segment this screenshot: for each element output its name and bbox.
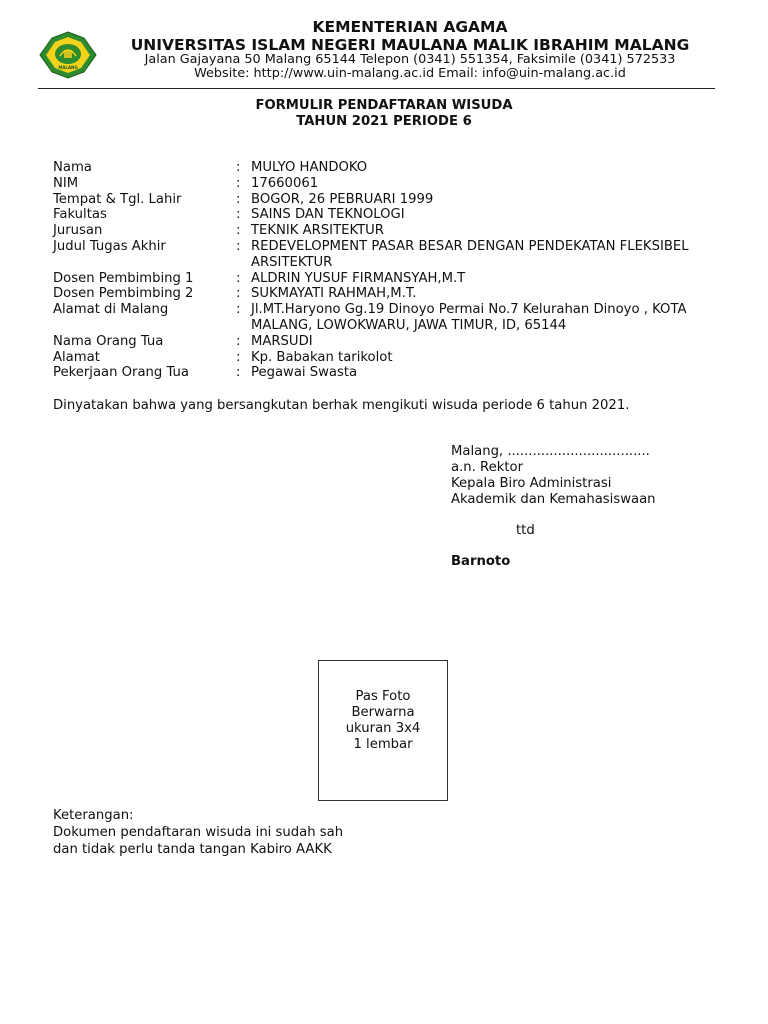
field-label: Nama [53,160,92,175]
notes-line: Dokumen pendaftaran wisuda ini sudah sah [53,825,344,840]
student-details [53,160,721,381]
field-value: SUKMAYATI RAHMAH,M.T. [251,286,417,302]
field-row [53,286,721,302]
logo-text: MALANG [58,65,78,70]
ministry-name: KEMENTERIAN AGAMA [312,18,508,36]
field-row [53,207,721,223]
field-colon: : [236,175,241,191]
field-value: BOGOR, 26 PEBRUARI 1999 [251,191,434,207]
field-label: Alamat di Malang [53,302,169,318]
university-contact: Website: http://www.uin-malang.ac.id Email: info@uin-malang.ac.id [194,66,626,81]
field-row [53,271,721,287]
field-label: NIM [53,175,79,191]
field-label: Fakultas [53,207,107,223]
university-logo [38,30,98,80]
photo-line: 1 lembar [353,737,413,752]
field-label: Dosen Pembimbing 2 [53,286,194,302]
field-colon: : [236,365,241,381]
field-colon: : [236,191,241,207]
eligibility-statement: Dinyatakan bahwa yang bersangkutan berhak mengikuti wisuda periode 6 tahun 2021. [53,398,630,413]
notes-heading: Keterangan: [53,808,134,823]
field-label: Judul Tugas Akhir [53,238,166,254]
field-value: 17660061 [251,175,319,191]
field-value: Pegawai Swasta [251,365,358,381]
photo-line: ukuran 3x4 [345,721,421,736]
university-address: Jalan Gajayana 50 Malang 65144 Telepon (0341) 551354, Faksimile (0341) 572533 [144,52,676,67]
field-row [53,223,721,239]
field-value: Jl.MT.Haryono Gg.19 Dinoyo Permai No.7 Kelurahan Dinoyo , KOTA MALANG, LOWOKWARU, JAWA TIMUR, ID, 65144 [251,302,687,333]
field-row [53,365,721,381]
field-row [53,350,721,366]
field-value: TEKNIK ARSITEKTUR [251,223,384,239]
photo-instructions [319,689,447,753]
university-name: UNIVERSITAS ISLAM NEGERI MAULANA MALIK IBRAHIM MALANG [130,36,690,54]
field-row [53,302,721,334]
notes-line: dan tidak perlu tanda tangan Kabiro AAKK [53,842,332,857]
field-label: Nama Orang Tua [53,333,164,349]
field-colon: : [236,223,241,239]
signature-position: Kepala Biro Administrasi [451,476,612,491]
field-label: Pekerjaan Orang Tua [53,365,189,381]
field-colon: : [236,349,241,365]
form-subtitle: TAHUN 2021 PERIODE 6 [296,114,472,129]
photo-line: Berwarna [351,705,415,720]
notes-section [53,807,343,858]
field-colon: : [236,160,241,175]
form-title: FORMULIR PENDAFTARAN WISUDA [255,98,513,113]
field-row [53,192,721,208]
header-divider [38,88,715,89]
field-row [53,160,721,176]
field-value: ALDRIN YUSUF FIRMANSYAH,M.T [251,270,466,286]
field-colon: : [236,333,241,349]
photo-placeholder [318,660,448,801]
signature-position-cont: Akademik dan Kemahasiswaan [451,492,656,507]
field-colon: : [236,286,241,302]
field-label: Tempat & Tgl. Lahir [53,191,182,207]
field-label: Jurusan [53,223,103,239]
photo-line: Pas Foto [355,689,411,704]
field-row [53,239,721,271]
field-value: MULYO HANDOKO [251,160,368,175]
field-colon: : [236,207,241,223]
field-label: Dosen Pembimbing 1 [53,270,194,286]
field-row [53,334,721,350]
field-value: REDEVELOPMENT PASAR BESAR DENGAN PENDEKATAN FLEKSIBEL ARSITEKTUR [251,238,689,270]
signature-on-behalf: a.n. Rektor [451,460,523,475]
field-label: Alamat [53,349,100,365]
signature-ttd: ttd [516,523,535,538]
field-colon: : [236,302,241,318]
field-value: Kp. Babakan tarikolot [251,349,393,365]
field-value: MARSUDI [251,333,313,349]
field-colon: : [236,270,241,286]
field-row [53,176,721,192]
field-value: SAINS DAN TEKNOLOGI [251,207,405,223]
field-colon: : [236,238,241,254]
signature-place-date: Malang, .................................. [451,444,650,459]
signatory-name: Barnoto [451,554,511,569]
